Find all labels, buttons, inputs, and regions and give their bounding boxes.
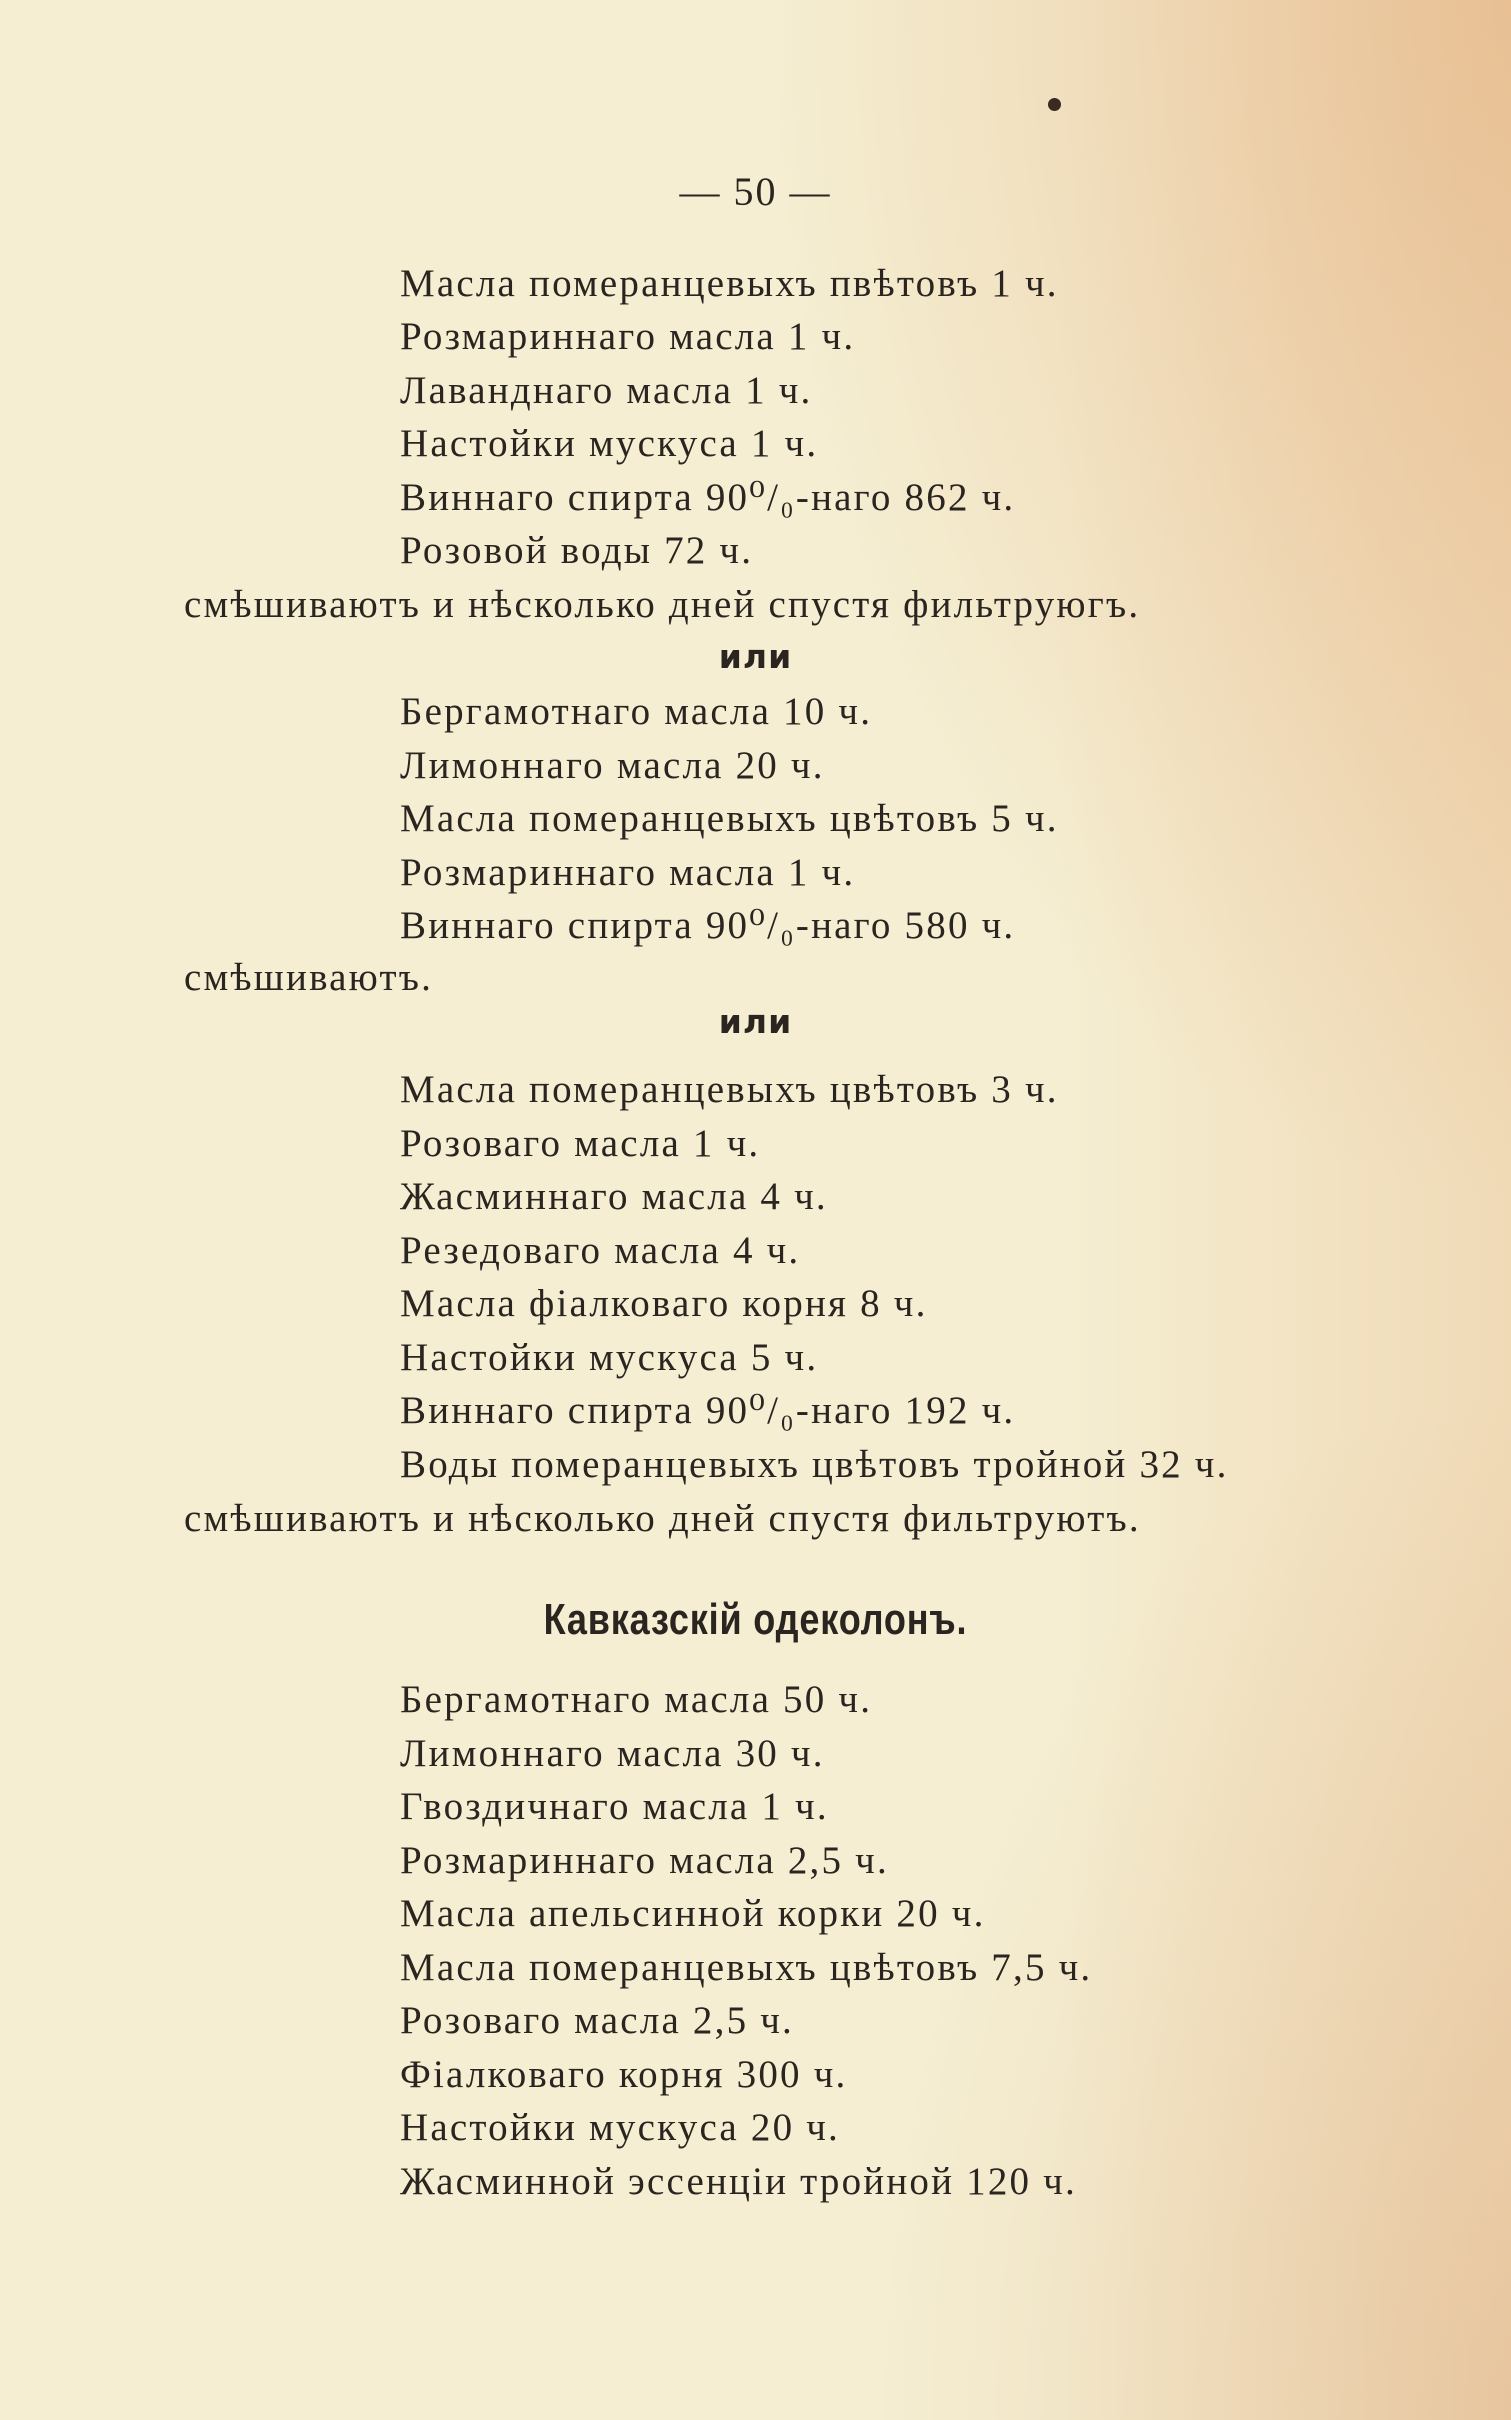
recipe-line: Масла фіалковаго корня 8 ч. (400, 1282, 928, 1325)
recipe-line: Воды померанцевыхъ цвѣтовъ тройной 32 ч. (400, 1443, 1229, 1486)
recipe-line: Лаванднаго масла 1 ч. (400, 369, 813, 412)
recipe-line: Масла померанцевыхъ цвѣтовъ 7,5 ч. (400, 1946, 1093, 1989)
recipe-line: Бергамотнаго масла 50 ч. (400, 1678, 873, 1721)
recipe-line: Жасминнаго масла 4 ч. (400, 1175, 828, 1218)
recipe-line: Масла померанцевыхъ пвѣтовъ 1 ч. (400, 262, 1059, 305)
recipe-line: Масла померанцевыхъ цвѣтовъ 5 ч. (400, 797, 1059, 840)
recipe-line: Лимоннаго масла 30 ч. (400, 1732, 825, 1775)
recipe-line: Фіалковаго корня 300 ч. (400, 2053, 848, 2096)
recipe-line: Виннаго спирта 90⁰/₀-наго 192 ч. (400, 1389, 1016, 1432)
recipe-instruction: смѣшиваютъ. (184, 956, 434, 999)
recipe-line: Розоваго масла 2,5 ч. (400, 1999, 795, 2042)
recipe-line: Гвоздичнаго масла 1 ч. (400, 1785, 829, 1828)
recipe-line: Розоваго масла 1 ч. (400, 1122, 761, 1165)
page-number: — 50 — (679, 169, 832, 214)
recipe-line: Настойки мускуса 1 ч. (400, 422, 819, 465)
recipe-line: Настойки мускуса 5 ч. (400, 1336, 819, 1379)
recipe-line: Лимоннаго масла 20 ч. (400, 744, 825, 787)
recipe-line: Жасминной эссенціи тройной 120 ч. (400, 2160, 1077, 2203)
recipe-line: Виннаго спирта 90⁰/₀-наго 862 ч. (400, 476, 1016, 519)
recipe-line: Виннаго спирта 90⁰/₀-наго 580 ч. (400, 904, 1016, 947)
recipe-line: Розмариннаго масла 2,5 ч. (400, 1839, 889, 1882)
recipe-line: Масла апельсинной корки 20 ч. (400, 1892, 986, 1935)
recipe-instruction: смѣшиваютъ и нѣсколько дней спустя фильтруюгъ. (184, 583, 1141, 626)
recipe-line: Резедоваго масла 4 ч. (400, 1229, 801, 1272)
ink-spot (1048, 98, 1061, 111)
recipe-line: Розмариннаго масла 1 ч. (400, 851, 856, 894)
section-title: Кавказскій одеколонъ. (543, 1595, 968, 1644)
recipe-instruction: смѣшиваютъ и нѣсколько дней спустя фильтруютъ. (184, 1497, 1141, 1540)
separator-or: или (718, 1002, 793, 1041)
recipe-line: Бергамотнаго масла 10 ч. (400, 690, 873, 733)
recipe-line: Масла померанцевыхъ цвѣтовъ 3 ч. (400, 1068, 1059, 1111)
separator-or: или (718, 637, 793, 676)
recipe-line: Розмариннаго масла 1 ч. (400, 315, 856, 358)
recipe-line: Розовой воды 72 ч. (400, 529, 754, 572)
recipe-line: Настойки мускуса 20 ч. (400, 2106, 840, 2149)
